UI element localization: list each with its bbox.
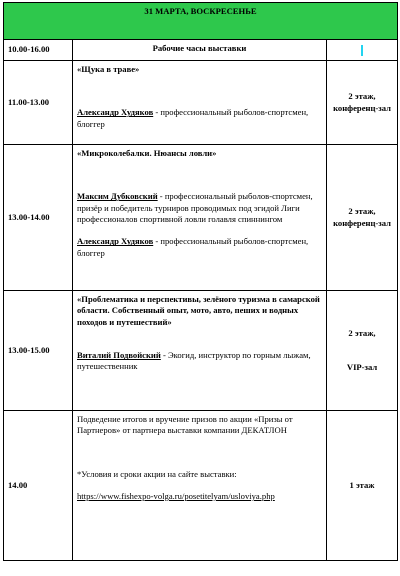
event-time: 11.00-13.00	[4, 61, 73, 145]
event-time: 14.00	[4, 411, 73, 561]
event-note: *Условия и сроки акции на сайте выставки:	[77, 468, 237, 479]
event-time: 13.00-15.00	[4, 291, 73, 411]
event-row	[4, 291, 398, 411]
speaker-name: Виталий Подвойский	[77, 350, 161, 361]
location-hall: VIP-зал	[346, 361, 378, 372]
event-location: 2 этаж, конференц-зал	[327, 61, 398, 145]
schedule-table	[3, 2, 398, 561]
hours-time: 10.00-16.00	[4, 40, 73, 61]
hours-location-cell[interactable]	[327, 40, 398, 61]
day-title: 31 МАРТА, ВОСКРЕСЕНЬЕ	[4, 3, 398, 40]
text-cursor	[361, 45, 363, 56]
event-row	[4, 145, 398, 291]
event-title: «Микроколебалки. Нюансы ловли»	[77, 148, 217, 158]
speaker-desc: - Экогид, инструктор по горным лыжам, путешественник	[77, 350, 311, 372]
event-location: 1 этаж	[327, 411, 398, 561]
speaker-name: Александр Худяков	[77, 107, 154, 118]
speaker-desc: - профессиональный рыболов-спортсмен, блоггер	[77, 107, 309, 129]
speaker	[77, 236, 322, 259]
event-details	[73, 411, 327, 561]
event-details	[73, 61, 327, 145]
event-location: 2 этаж, конференц-зал	[327, 145, 398, 291]
event-title: «Проблематика и перспективы, зелёного туризма в самарской области. Собственный опыт, мото, авто, пеших и водных походов и путешествий»	[77, 294, 320, 327]
event-time: 13.00-14.00	[4, 145, 73, 291]
event-location	[327, 291, 398, 411]
event-title: «Щука в траве»	[77, 64, 140, 74]
event-row	[4, 61, 398, 145]
speaker	[77, 350, 322, 373]
speaker	[77, 191, 322, 225]
speaker-desc: - профессиональный рыболов-спортсмен, блоггер	[77, 236, 309, 258]
event-text: Подведение итогов и вручение призов по акции «Призы от Партнеров» от партнера выставки компании ДЕКАТЛОН	[77, 414, 293, 436]
event-details	[73, 145, 327, 291]
event-row	[4, 411, 398, 561]
speaker-name: Максим Дубковский	[77, 191, 158, 202]
speaker	[77, 107, 322, 130]
location-floor: 2 этаж,	[348, 328, 376, 339]
hours-row	[4, 40, 398, 61]
hours-label: Рабочие часы выставки	[73, 40, 327, 61]
day-header-row	[4, 3, 398, 40]
conditions-link[interactable]: https://www.fishexpo-volga.ru/posetitelyam/usloviya.php	[77, 491, 275, 502]
speaker-name: Александр Худяков	[77, 236, 154, 247]
speaker-desc: - профессиональный рыболов-спортсмен, призёр и победитель турниров проводимых под эгидой Лиги профессионалов спортивной ловли голавля спиннингом	[77, 191, 313, 225]
event-details	[73, 291, 327, 411]
